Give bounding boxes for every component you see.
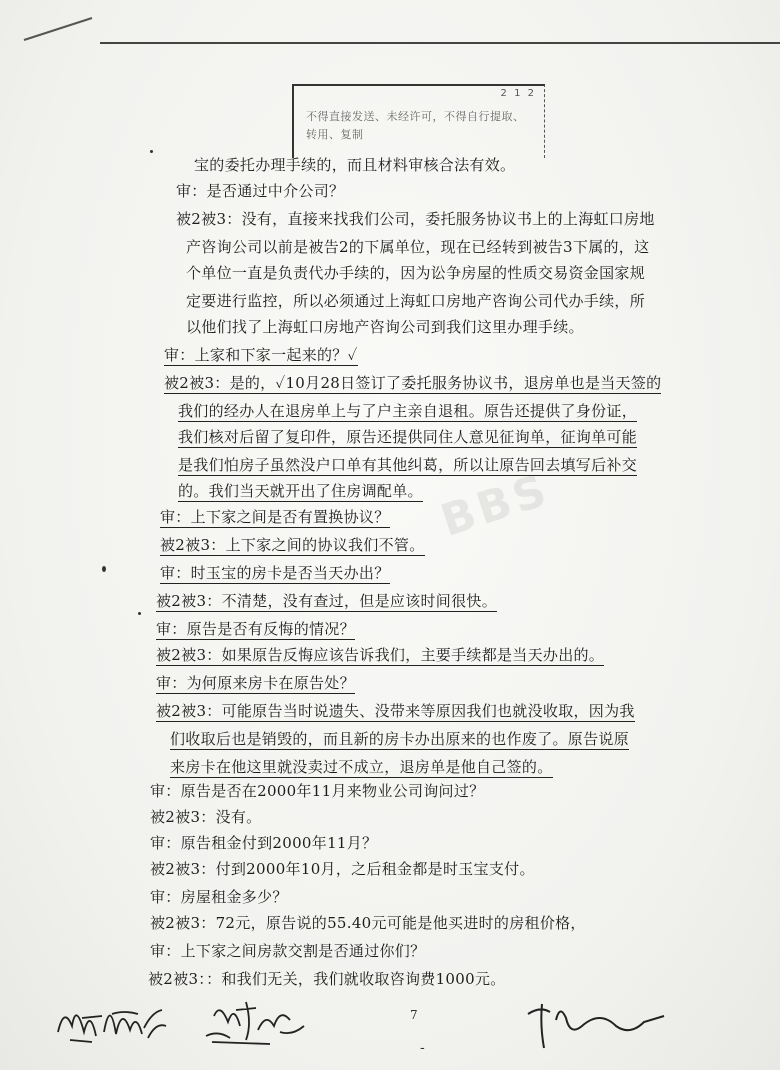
transcript-line: 审：上下家之间是否有置换协议？ — [160, 508, 390, 526]
transcript-line: 来房卡在他这里就没卖过不成立，退房单是他自己签的。 — [170, 758, 553, 776]
transcript-line: 被2被3：上下家之间的协议我们不管。 — [160, 536, 425, 554]
header-rule — [100, 42, 780, 44]
transcript-line: 审：是否通过中介公司？ — [176, 182, 345, 200]
transcript-line: 被2被3：没有。 — [150, 808, 262, 826]
transcript-line: 被2被3：是的，✓10月28日签订了委托服务协议书，退房单也是当天签的 — [164, 374, 662, 392]
transcript-line: 定要进行监控，所以必须通过上海虹口房地产咨询公司代办手续，所 — [186, 292, 646, 310]
transcript-line: 被2被3：：和我们无关，我们就收取咨询费1000元。 — [148, 970, 506, 988]
transcript-line: 审：原告是否有反悔的情况？ — [156, 620, 355, 638]
transcript-line: 审：上家和下家一起来的？✓ — [164, 346, 358, 364]
transcript-line: 宝的委托办理手续的，而且材料审核合法有效。 — [194, 156, 516, 174]
transcript-line: 审：原告租金付到2000年11月？ — [150, 834, 378, 852]
transcript-line: 被2被3：如果原告反悔应该告诉我们，主要手续都是当天办出的。 — [156, 646, 605, 664]
scan-speck — [150, 150, 153, 153]
page-number: 7 — [410, 1008, 418, 1022]
transcript-line: 被2被3：可能原告当时说遗失、没带来等原因我们也就没收取，因为我 — [156, 702, 635, 720]
footer-mark: - — [420, 1040, 425, 1056]
transcript-line: 被2被3：付到2000年10月，之后租金都是时玉宝支付。 — [150, 860, 535, 878]
scan-speck — [102, 566, 106, 572]
transcript-line: 以他们找了上海虹口房地产咨询公司到我们这里办理手续。 — [186, 318, 584, 336]
transcript-line: 审：时玉宝的房卡是否当天办出？ — [160, 564, 390, 582]
transcript-line: 们收取后也是销毁的，而且新的房卡办出原来的也作废了。原告说原 — [170, 730, 630, 748]
scan-speck — [138, 612, 141, 615]
transcript-line: 审：为何原来房卡在原告处？ — [156, 674, 355, 692]
transcript-line: 审：房屋租金多少？ — [150, 888, 288, 906]
confidential-stamp — [292, 84, 545, 158]
signature-1 — [52, 992, 170, 1050]
transcript-line: 被2被3：不清楚，没有查过，但是应该时间很快。 — [156, 592, 497, 610]
corner-scribble — [18, 14, 98, 44]
transcript-line: 产咨询公司以前是被告2的下属单位，现在已经转到被告3下属的，这 — [186, 238, 650, 256]
transcript-line: 是我们怕房子虽然没户口单有其他纠葛，所以让原告回去填写后补交 — [178, 456, 638, 474]
transcript-line: 被2被3：72元，原告说的55.40元可能是他买进时的房租价格， — [150, 914, 586, 932]
transcript-line: 我们核对后留了复印件，原告还提供同住人意见征询单，征询单可能 — [178, 428, 638, 446]
transcript-line: 个单位一直是负责代办手续的，因为讼争房屋的性质交易资金国家规 — [186, 264, 646, 282]
transcript-line: 的。我们当天就开出了住房调配单。 — [178, 482, 423, 500]
signature-2 — [200, 996, 310, 1048]
transcript-line: 我们的经办人在退房单上与了户主亲自退租。原告还提供了身份证， — [178, 402, 638, 420]
transcript-line: 审：上下家之间房款交割是否通过你们？ — [150, 942, 426, 960]
watermark: BBS — [434, 464, 556, 547]
stamp-number: 2 1 2 — [500, 88, 536, 99]
transcript-line: 被2被3：没有，直接来找我们公司，委托服务协议书上的上海虹口房地 — [176, 210, 655, 228]
transcript-line: 审：原告是否在2000年11月来物业公司询问过？ — [150, 782, 485, 800]
signature-3 — [520, 996, 670, 1050]
stamp-text: 不得直接发送、未经许可，不得自行提取、转用、复制 — [306, 110, 525, 141]
